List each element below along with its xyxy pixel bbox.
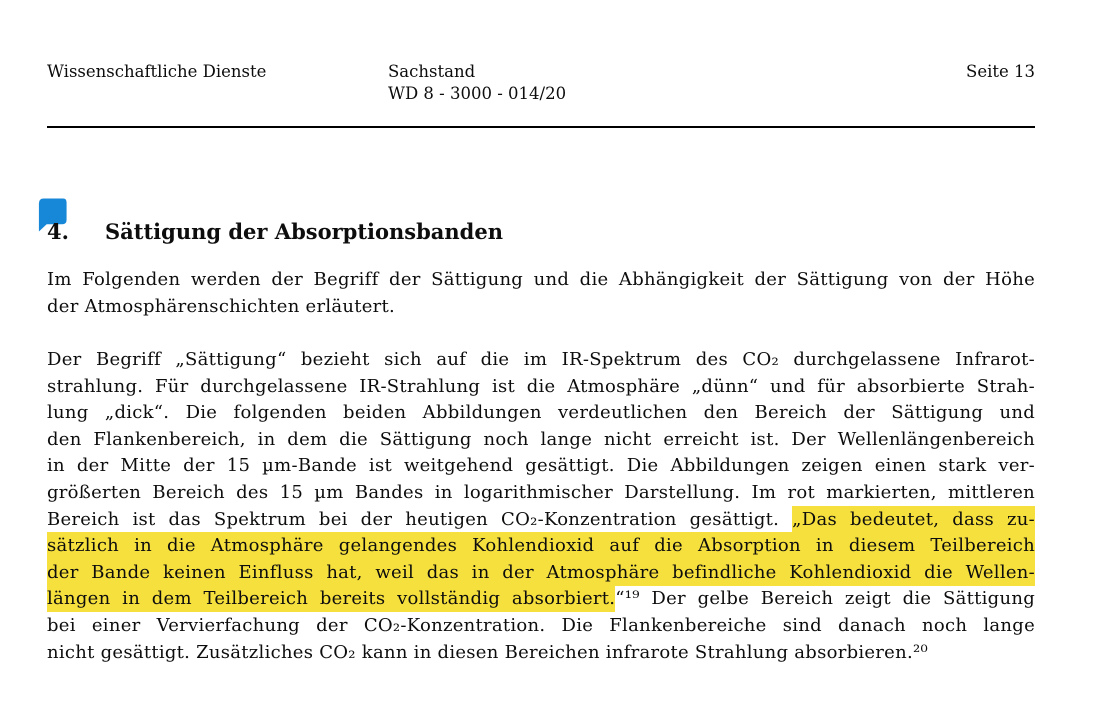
body-text: strahlung. Für durchgelassene IR-Strahlung ist die Atmosphäre „dünn“ und für absorbierte Strah- xyxy=(47,375,1035,397)
text-line xyxy=(47,507,1035,534)
text-line xyxy=(47,294,1035,321)
page-header xyxy=(47,61,1035,105)
body-text: nicht gesättigt. Zusätzliches CO₂ kann in diesen Bereichen infrarote Strahlung absorbieren.²⁰ xyxy=(47,641,928,663)
text-line xyxy=(47,586,1035,613)
text-line xyxy=(47,267,1035,294)
header-doc-type-label: Sachstand xyxy=(388,62,476,81)
header-organization: Wissenschaftliche Dienste xyxy=(47,62,267,81)
highlight-annotation[interactable]: der Bande keinen Einfluss hat, weil das in der Atmosphäre befindliche Kohlendioxid die Wellen- xyxy=(47,559,1035,586)
body-text: lung „dick“. Die folgenden beiden Abbildungen verdeutlichen den Bereich der Sättigung und xyxy=(47,402,1035,424)
highlight-annotation[interactable]: „Das bedeutet, dass zu- xyxy=(792,506,1035,533)
section-title: Sättigung der Absorptionsbanden xyxy=(105,219,503,244)
body-text: “¹⁹ Der gelbe Bereich zeigt die Sättigung xyxy=(615,588,1035,610)
header-page-number: Seite 13 xyxy=(966,62,1035,81)
body-text: Der Begriff „Sättigung“ bezieht sich auf die im IR-Spektrum des CO₂ durchgelassene Infrarot- xyxy=(47,349,1035,370)
text-line xyxy=(47,427,1035,454)
header-divider xyxy=(47,126,1035,128)
body-text: den Flankenbereich, in dem die Sättigung noch lange nicht erreicht ist. Der Wellenlängenbereich xyxy=(47,428,1035,450)
body-text: der Atmosphärenschichten erläutert. xyxy=(47,295,396,317)
body-text: Bereich ist das Spektrum bei der heutigen CO₂-Konzentration gesättigt. xyxy=(47,508,793,530)
text-line xyxy=(47,560,1035,587)
text-line xyxy=(47,640,1035,667)
highlight-annotation[interactable]: sätzlich in die Atmosphäre gelangendes Kohlendioxid auf die Absorption in diesem Teilbereich xyxy=(47,532,1035,559)
paragraph-saturation xyxy=(47,347,1035,666)
body-text: Im Folgenden werden der Begriff der Sättigung und die Abhängigkeit der Sättigung von der Höhe xyxy=(47,269,1035,290)
paragraph-intro xyxy=(47,267,1035,320)
section-number: 4. xyxy=(47,219,69,244)
text-line xyxy=(47,613,1035,640)
header-doc-number: WD 8 - 3000 - 014/20 xyxy=(388,84,567,103)
section-heading xyxy=(47,219,1035,245)
text-line xyxy=(47,374,1035,401)
text-line xyxy=(47,453,1035,480)
text-line xyxy=(47,347,1035,374)
highlight-annotation[interactable]: längen in dem Teilbereich bereits vollständig absorbiert. xyxy=(47,585,615,612)
body-text: in der Mitte der 15 µm-Bande ist weitgehend gesättigt. Die Abbildungen zeigen einen stark ver- xyxy=(47,455,1035,477)
text-line xyxy=(47,480,1035,507)
text-line xyxy=(47,533,1035,560)
body-text: bei einer Vervierfachung der CO₂-Konzentration. Die Flankenbereiche sind danach noch lange xyxy=(47,614,1035,636)
header-document-type xyxy=(388,61,966,105)
body-text: größerten Bereich des 15 µm Bandes in logarithmischer Darstellung. Im rot markierten, mittleren xyxy=(47,481,1035,503)
text-line xyxy=(47,400,1035,427)
